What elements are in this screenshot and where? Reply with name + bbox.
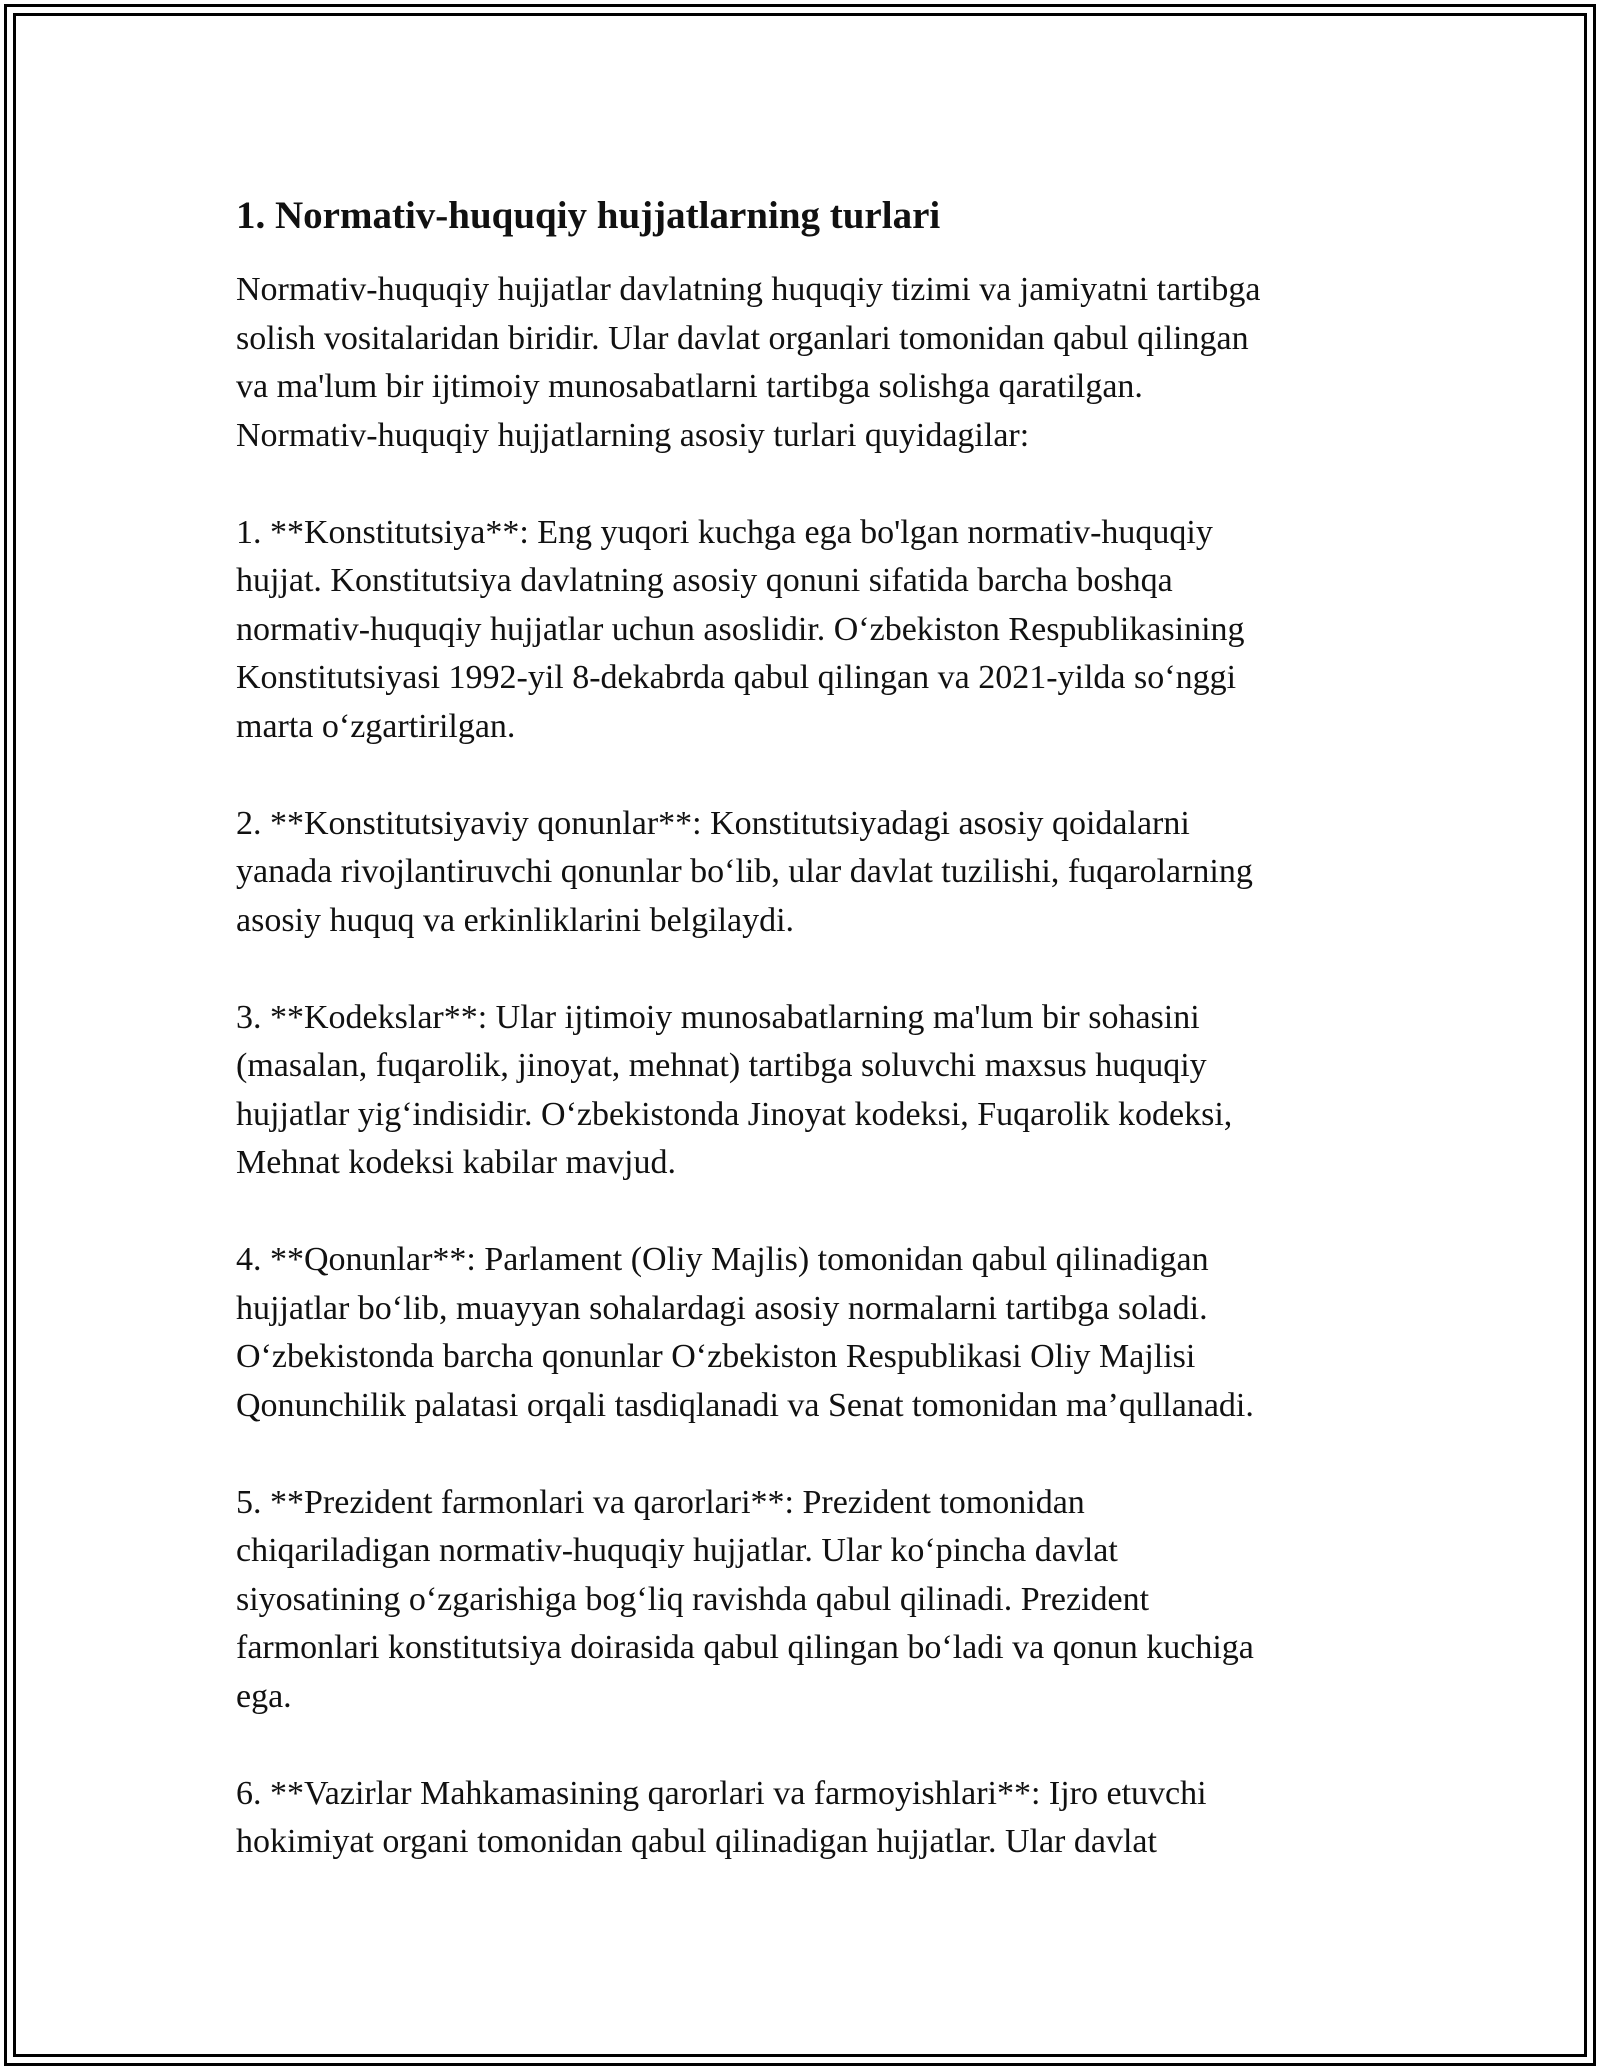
text-line: Normativ-huquqiy hujjatlar davlatning huquqiy tizimi va jamiyatni tartibga [236,271,1261,308]
text-line: 1. **Konstitutsiya**: Eng yuqori kuchga ega bo'lgan normativ-huquqiy [236,513,1213,551]
text-line: farmonlari konstitutsiya doirasida qabul qilingan bo‘ladi va qonun kuchiga [236,1629,1254,1666]
intro-paragraph [236,266,1366,460]
list-item-prezident-farmonlari [236,1479,1366,1722]
text-line: va ma'lum bir ijtimoiy munosabatlarni tartibga solishga qaratilgan. [236,368,1143,405]
text-line: Qonunchilik palatasi orqali tasdiqlanadi va Senat tomonidan ma’qullanadi. [236,1386,1254,1424]
text-line: O‘zbekistonda barcha qonunlar O‘zbekiston Respublikasi Oliy Majlisi [236,1338,1196,1375]
text-line: 2. **Konstitutsiyaviy qonunlar**: Konstitutsiyadagi asosiy qoidalarni [236,804,1190,842]
text-line: Mehnat kodeksi kabilar mavjud. [236,1144,677,1181]
text-line: 4. **Qonunlar**: Parlament (Oliy Majlis) tomonidan qabul qilinadigan [236,1241,1209,1278]
text-line: 5. **Prezident farmonlari va qarorlari**: Prezident tomonidan [236,1483,1085,1521]
text-line: yanada rivojlantiruvchi qonunlar bo‘lib, ular davlat tuzilishi, fuqarolarning [236,853,1253,890]
text-line: 3. **Kodekslar**: Ular ijtimoiy munosabatlarning ma'lum bir sohasini [236,998,1200,1036]
text-line: ega. [236,1677,292,1715]
text-line: normativ-huquqiy hujjatlar uchun asoslidir. O‘zbekiston Respublikasining [236,610,1245,648]
list-item-konstitutsiyaviy-qonunlar [236,800,1366,946]
text-line: hujjat. Konstitutsiya davlatning asosiy qonuni sifatida barcha boshqa [236,562,1173,599]
list-item-konstitutsiya [236,509,1366,752]
text-line: Normativ-huquqiy hujjatlarning asosiy turlari quyidagilar: [236,416,1030,454]
text-line: siyosatining o‘zgarishiga bog‘liq ravishda qabul qilinadi. Prezident [236,1580,1150,1618]
document-body [236,188,1366,1867]
text-line: hujjatlar bo‘lib, muayyan sohalardagi asosiy normalarni tartibga soladi. [236,1289,1208,1327]
text-line: chiqariladigan normativ-huquqiy hujjatlar. Ular ko‘pincha davlat [236,1532,1118,1569]
list-item-qonunlar [236,1236,1366,1430]
text-line: hujjatlar yig‘indisidir. O‘zbekistonda Jinoyat kodeksi, Fuqarolik kodeksi, [236,1095,1233,1133]
list-item-vazirlar-mahkamasi [236,1770,1366,1867]
list-item-kodekslar [236,994,1366,1188]
document-title: 1. Normativ-huquqiy hujjatlarning turlari [236,194,941,237]
text-line: (masalan, fuqarolik, jinoyat, mehnat) tartibga soluvchi maxsus huquqiy [236,1047,1207,1084]
text-line: solish vositalaridan biridir. Ular davlat organlari tomonidan qabul qilingan [236,319,1249,357]
text-line: hokimiyat organi tomonidan qabul qilinadigan hujjatlar. Ular davlat [236,1823,1157,1860]
text-line: asosiy huquq va erkinliklarini belgilaydi. [236,901,795,939]
text-line: 6. **Vazirlar Mahkamasining qarorlari va farmoyishlari**: Ijro etuvchi [236,1774,1207,1812]
text-line: marta o‘zgartirilgan. [236,707,516,745]
text-line: Konstitutsiyasi 1992-yil 8-dekabrda qabul qilingan va 2021-yilda so‘nggi [236,659,1237,696]
